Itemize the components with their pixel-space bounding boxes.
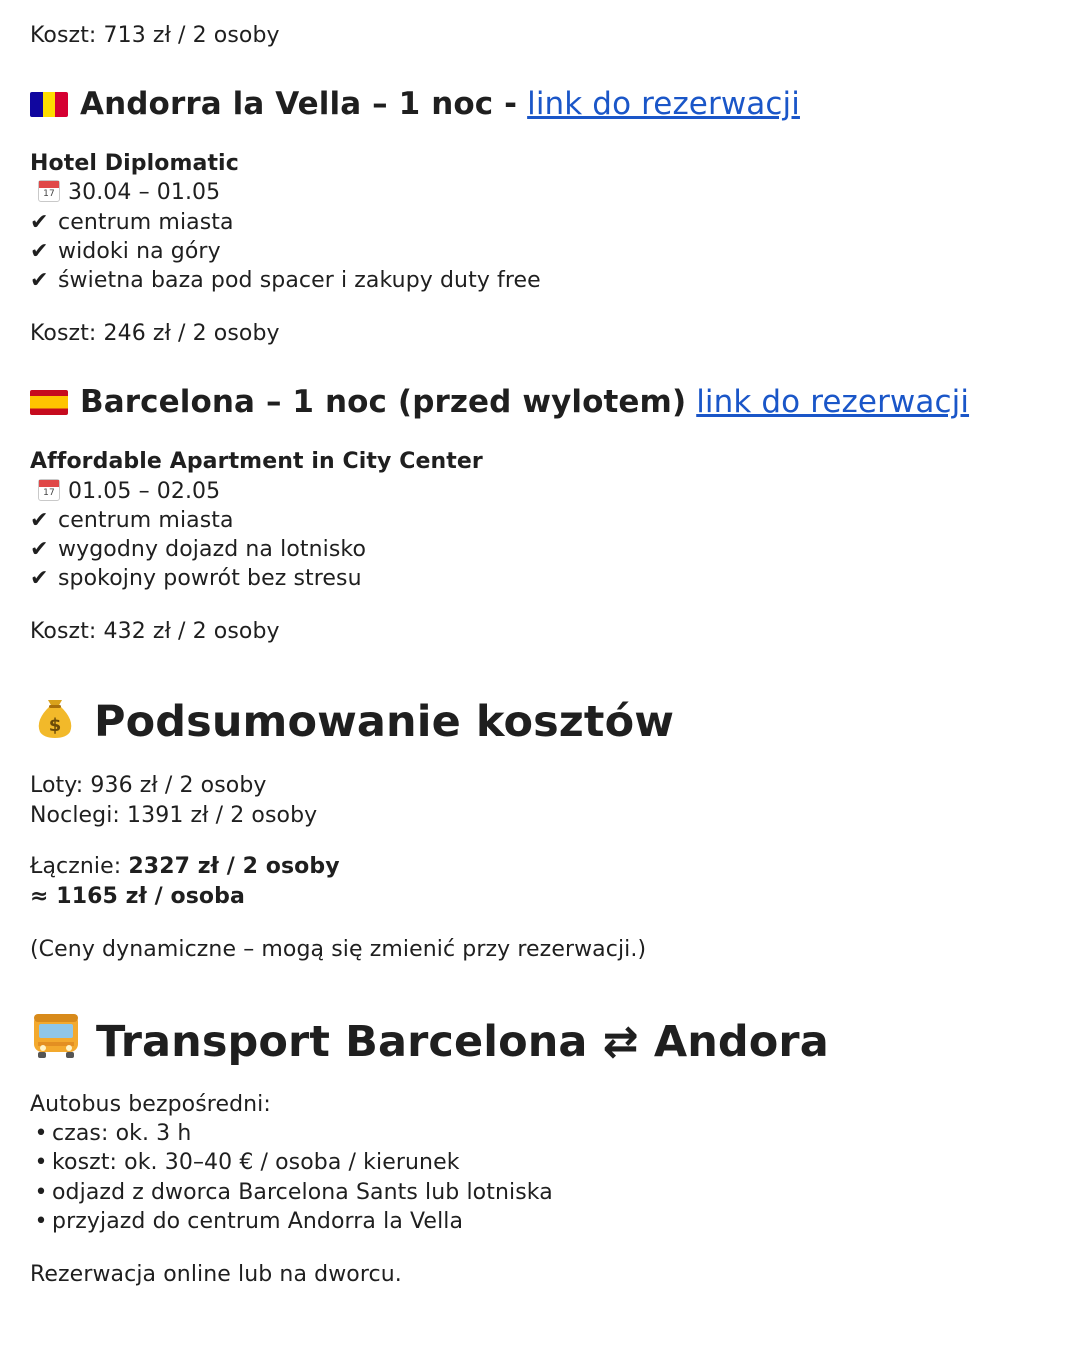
transport-item [30,1120,191,1148]
check-icon: ✔ [30,537,49,562]
summary-heading-text: Podsumowanie kosztów [94,696,675,747]
barcelona-feature [30,536,366,564]
check-icon: ✔ [30,566,49,591]
summary-stays: Noclegi: 1391 zł / 2 osoby [30,803,318,828]
transport-item [30,1208,463,1236]
summary-note: (Ceny dynamiczne – mogą się zmienić przy rezerwacji.) [30,937,647,962]
barcelona-feature [30,507,234,535]
bullet-icon: • [34,1180,48,1205]
transport-item-text: koszt: ok. 30–40 € / osoba / kierunek [52,1150,460,1175]
andorra-heading-text: Andorra la Vella – 1 noc - [80,86,518,122]
transport-intro: Autobus bezpośredni: [30,1092,271,1117]
barcelona-heading [30,382,969,422]
barcelona-feature [30,565,362,593]
andorra-feature [30,209,234,237]
summary-total-label: Łącznie: [30,854,129,879]
andorra-feature-text: świetna baza pod spacer i zakupy duty free [58,268,541,293]
bullet-icon: • [34,1121,48,1146]
summary-total-value: 2327 zł / 2 osoby [128,854,340,879]
check-icon: ✔ [30,508,49,533]
andorra-feature [30,238,221,266]
transport-heading [30,1010,829,1073]
andorra-feature [30,267,541,295]
summary-per-person: ≈ 1165 zł / osoba [30,884,245,909]
calendar-icon [38,479,60,501]
barcelona-heading-text: Barcelona – 1 noc (przed wylotem) [80,384,687,420]
transport-item [30,1179,553,1207]
barcelona-feature-text: centrum miasta [58,508,234,533]
summary-heading [30,690,674,753]
bus-icon [30,1010,82,1073]
andorra-dates-text: 30.04 – 01.05 [68,180,221,205]
transport-item-text: przyjazd do centrum Andorra la Vella [52,1209,464,1234]
bullet-icon: • [34,1209,48,1234]
barcelona-cost: Koszt: 432 zł / 2 osoby [30,619,280,644]
svg-text:$: $ [48,715,62,736]
barcelona-dates [30,478,220,506]
spain-flag-icon [30,390,68,415]
barcelona-feature-text: wygodny dojazd na lotnisko [58,537,367,562]
barcelona-booking-link[interactable]: link do rezerwacji [696,384,970,420]
bullet-icon: • [34,1150,48,1175]
check-icon: ✔ [30,210,49,235]
calendar-icon [38,180,60,202]
andorra-dates [30,179,220,207]
andorra-feature-text: widoki na góry [58,239,221,264]
andorra-heading [30,84,800,124]
transport-heading-text: Transport Barcelona ⇄ Andora [96,1016,829,1067]
transport-item-text: czas: ok. 3 h [52,1121,192,1146]
money-bag-icon [30,690,80,753]
andorra-hotel-name: Hotel Diplomatic [30,151,239,176]
barcelona-dates-text: 01.05 – 02.05 [68,479,221,504]
barcelona-feature-text: spokojny powrót bez stresu [58,566,362,591]
check-icon: ✔ [30,239,49,264]
andorra-booking-link[interactable]: link do rezerwacji [527,86,800,122]
barcelona-hotel-name: Affordable Apartment in City Center [30,449,483,474]
andorra-cost: Koszt: 246 zł / 2 osoby [30,321,280,346]
top-cost: Koszt: 713 zł / 2 osoby [30,23,280,48]
andorra-flag-icon [30,92,68,117]
check-icon: ✔ [30,268,49,293]
summary-total [30,853,340,881]
transport-item [30,1149,460,1177]
summary-flights: Loty: 936 zł / 2 osoby [30,773,267,798]
andorra-feature-text: centrum miasta [58,210,234,235]
transport-footer: Rezerwacja online lub na dworcu. [30,1262,402,1287]
transport-item-text: odjazd z dworca Barcelona Sants lub lotniska [52,1180,553,1205]
